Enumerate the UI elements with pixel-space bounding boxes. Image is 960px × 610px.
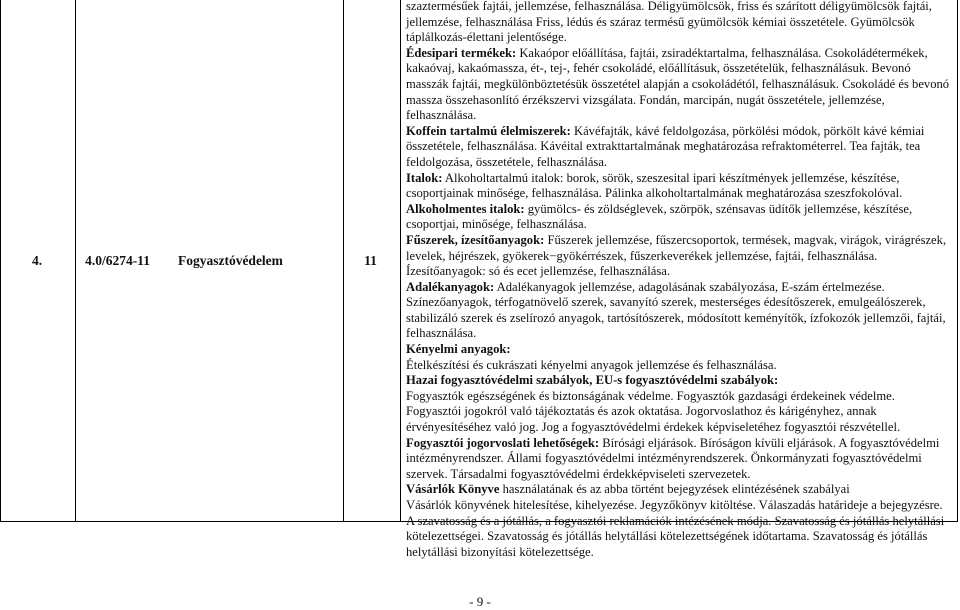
- paragraph-heading: Italok:: [406, 170, 443, 185]
- column-divider: [400, 0, 401, 521]
- page-number: - 9 -: [469, 594, 491, 609]
- module-code: 4.0/6274-11: [85, 252, 150, 268]
- content-paragraph: [406, 233, 952, 264]
- content-paragraph: [406, 202, 952, 233]
- content-paragraph: [406, 436, 952, 483]
- hours-cell: 11: [364, 252, 377, 268]
- module-name: Fogyasztóvédelem: [177, 252, 283, 268]
- paragraph-text: Ételkészítési és cukrászati kényelmi anyagok jellemzése és felhasználása.: [406, 357, 777, 372]
- content-paragraph: [406, 264, 952, 280]
- paragraph-heading: Fűszerek, ízesítőanyagok:: [406, 232, 545, 247]
- paragraph-heading: Hazai fogyasztóvédelmi szabályok, EU-s fogyasztóvédelmi szabályok:: [406, 373, 779, 388]
- row-number: 4.: [31, 252, 43, 268]
- paragraph-heading: Koffein tartalmú élelmiszerek:: [406, 123, 571, 138]
- paragraph-text: Bírósági eljárások. Bíróságon kívüli eljárások. A fogyasztóvédelmi intézményrendszer. Állami fogyasztóvédelmi intézményrendszerek. Önkormányzati fogyasztóvédelmi szervek. Társadalmi fogyasztóvédelmi érdekképviseleti szervezetek.: [406, 435, 940, 481]
- content-paragraph: [406, 124, 952, 171]
- paragraph-heading: Adalékanyagok:: [406, 279, 495, 294]
- content-paragraph: [406, 46, 952, 124]
- paragraph-text: Kakaópor előállítása, fajtái, zsiradéktartalma, felhasználása. Csokoládétermékek, kakaóvaj, kakaómassza, ét-, tej-, fehér csokoládé, előállításuk, összetételük, felhasználásuk. Bevonó masszák fajtái, megkülönböztetésük összetétel alapján a csokoládétól, felhasználásuk. Csokoládé és bevonó massza összehasonlító érzékszervi vizsgálata. Fondán, marcipán, nugát összetétele, jellemzése, felhasználása.: [406, 45, 950, 123]
- paragraph-text: Fogyasztók egészségének és biztonságának védelme. Fogyasztók gazdasági érdekeinek védelme. Fogyasztói jogokról való tájékoztatás és azok oktatása. Jogorvoslathoz és kárigényhez, annak érvényesítéséhez való jog. Jog a fogyasztóvédelmi érdekek képviseletéhez fogyasztói részvétellel.: [406, 388, 901, 435]
- paragraph-text: gyümölcs- és zöldséglevek, szörpök, szénsavas üdítők jellemzése, készítése, csoportjai, minősége, felhasználása.: [406, 201, 913, 232]
- paragraph-text: Vásárlók könyvének hitelesítése, kihelyezése. Jegyzőkönyv kitöltése. Válaszadás határideje a bejegyzésre.: [406, 498, 943, 512]
- content-paragraph: [406, 0, 952, 46]
- content-paragraph: [406, 358, 952, 374]
- paragraph-text: használatának és az abba történt bejegyzések elintézésének szabályai: [499, 482, 850, 497]
- paragraph-heading: Kényelmi anyagok:: [406, 342, 511, 357]
- paragraph-text: Adalékanyagok jellemzése, adagolásának szabályozása, E-szám értelmezése. Színezőanyagok, térfogatnövelő szerek, savanyító szerek, mesterséges édesítőszerek, emulgeálószerek, stabilizáló szerek és zselírozó anyagok, tartósítószerek, módosított keményítők, ízfokozók jellemzői, fajtái, felhasználása.: [406, 279, 946, 341]
- paragraph-text: Kávéfajták, kávé feldolgozása, pörkölési módok, pörkölt kávé kémiai összetétele, felhasználása. Kávéital extrakttartalmának meghatározása refraktométerrel. Tea fajták, tea feldolgozása, összetétele, felhasználása.: [406, 123, 925, 169]
- content-cell: [406, 0, 952, 560]
- content-paragraph: [406, 389, 952, 436]
- paragraph-text: Fűszerek jellemzése, fűszercsoportok, termések, magvak, virágok, virágrészek, levelek, héjrészek, gyökerek−gyökérrészek, fűszerkeverékek jellemzése, fajtái, felhasználása.: [406, 232, 947, 263]
- paragraph-text: A szavatosság és a jótállás, a fogyasztói reklamációk intézésének módja. Szavatosság és jótállás helytállási kötelezettségei. Szavatosság és jótállás helytállási kötelezettségének időtartama. Szavatosság és jótállás helytállási bizonyítási kötelezettsége.: [406, 513, 945, 559]
- content-paragraph: [406, 373, 952, 389]
- paragraph-text: Ízesítőanyagok: só és ecet jellemzése, felhasználása.: [406, 264, 670, 279]
- paragraph-text: szaztermésűek fajtái, jellemzése, felhasználása. Déligyümölcsök, friss és szárított déligyümölcsök fajtái, jellemzése, felhasználása Friss, lédús és száraz termésű gyümölcsök kémiai összetétele. Gyümölcsök táplálkozás-élettani jelentősége.: [406, 0, 932, 45]
- content-paragraph: [406, 342, 952, 358]
- content-paragraph: [406, 482, 952, 498]
- content-paragraph: [406, 498, 952, 514]
- paragraph-heading: Vásárlók Könyve: [406, 482, 500, 497]
- paragraph-heading: Édesipari termékek:: [406, 45, 517, 60]
- paragraph-heading: Fogyasztói jogorvoslati lehetőségek:: [406, 435, 600, 450]
- paragraph-text: Alkoholtartalmú italok: borok, sörök, szeszesital ipari készítmények jellemzése, készítése, csoportjainak minősége, felhasználása. Pálinka alkoholtartalmának meghatározása szeszfokolóval.: [406, 170, 903, 201]
- paragraph-heading: Alkoholmentes italok:: [406, 201, 525, 216]
- content-paragraph: [406, 280, 952, 342]
- content-paragraph: [406, 171, 952, 202]
- module-code-and-name: [75, 0, 293, 521]
- content-paragraph: [406, 514, 952, 561]
